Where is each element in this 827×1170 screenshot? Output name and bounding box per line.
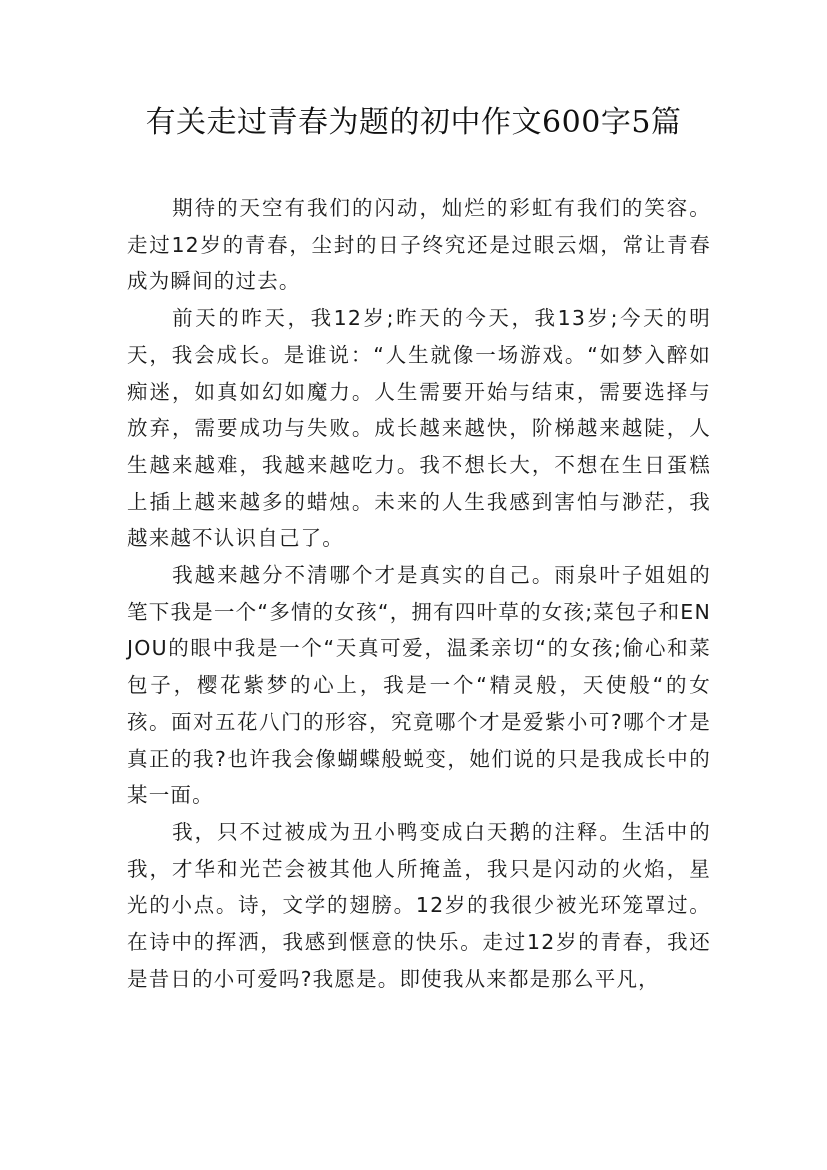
document-title: 有关走过青春为题的初中作文600字5篇 xyxy=(145,105,682,140)
paragraph-2: 前天的昨天，我12岁;昨天的今天，我13岁;今天的明天，我会成长。是谁说：“人生就像一场游戏。“如梦入醉如痴迷，如真如幻如魔力。人生需要开始与结束，需要选择与放弃，需要成功与失败。成长越来越快，阶梯越来越陡，人生越来越难，我越来越吃力。我不想长大，不想在生日蛋糕上插上越来越多的蜡烛。未来的人生我感到害怕与渺茫，我越来越不认识自己了。 xyxy=(127,306,711,551)
paragraph-3: 我越来越分不清哪个才是真实的自己。雨泉叶子姐姐的笔下我是一个“多情的女孩“，拥有四叶草的女孩;菜包子和ENJOU的眼中我是一个“天真可爱，温柔亲切“的女孩;偷心和菜包子，樱花紫梦的心上，我是一个“精灵般，天使般“的女孩。面对五花八门的形容，究竟哪个才是爱紫小可?哪个才是真正的我?也许我会像蝴蝶般蜕变，她们说的只是我成长中的某一面。 xyxy=(127,563,711,808)
article-body xyxy=(127,190,711,997)
paragraph-4: 我，只不过被成为丑小鸭变成白天鹅的注释。生活中的我，才华和光芒会被其他人所掩盖，我只是闪动的火焰，星光的小点。诗，文学的翅膀。12岁的我很少被光环笼罩过。在诗中的挥洒，我感到惬意的快乐。走过12岁的青春，我还是昔日的小可爱吗?我愿是。即使我从来都是那么平凡， xyxy=(127,819,711,991)
paragraph-1: 期待的天空有我们的闪动，灿烂的彩虹有我们的笑容。走过12岁的青春，尘封的日子终究还是过眼云烟，常让青春成为瞬间的过去。 xyxy=(127,196,711,294)
